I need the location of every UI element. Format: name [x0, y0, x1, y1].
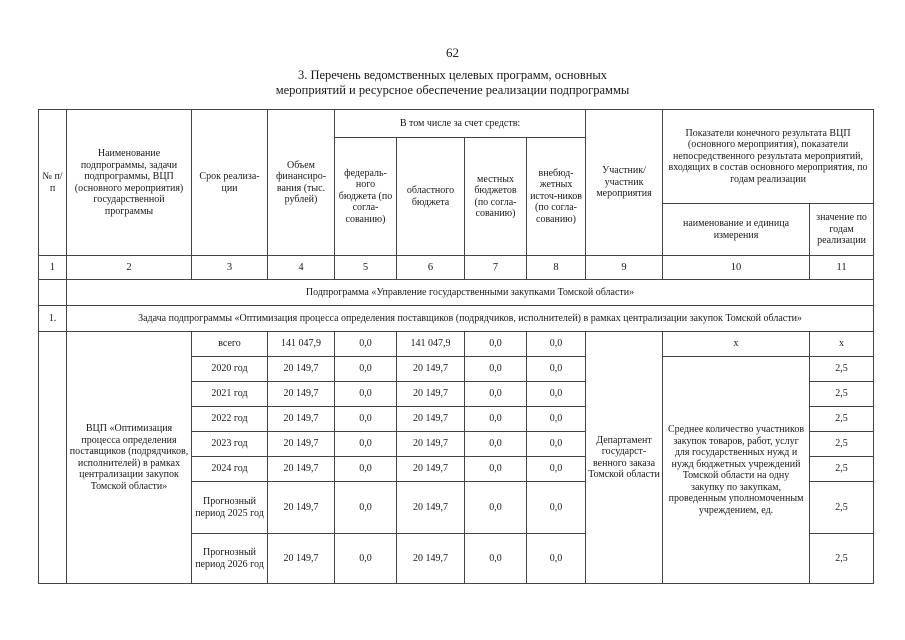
- column-number: 8: [527, 256, 586, 280]
- indicator-value-cell: 2,5: [810, 357, 874, 382]
- federal-cell: 0,0: [335, 332, 397, 357]
- header-federal: федераль-ного бюджета (по согла-сованию): [335, 138, 397, 256]
- local-cell: 0,0: [465, 407, 527, 432]
- local-cell: 0,0: [465, 432, 527, 457]
- local-cell: 0,0: [465, 534, 527, 584]
- header-participant: Участник/ участник мероприятия: [586, 110, 663, 256]
- indicator-value-cell: 2,5: [810, 457, 874, 482]
- indicator-name-cell: x: [663, 332, 810, 357]
- title-line-2: мероприятий и ресурсное обеспечение реализации подпрограммы: [275, 83, 630, 97]
- term-cell: 2024 год: [192, 457, 268, 482]
- regional-cell: 141 047,9: [397, 332, 465, 357]
- regional-cell: 20 149,7: [397, 534, 465, 584]
- column-number-row: [39, 256, 874, 280]
- volume-cell: 20 149,7: [268, 482, 335, 534]
- term-cell: всего: [192, 332, 268, 357]
- column-number: 7: [465, 256, 527, 280]
- federal-cell: 0,0: [335, 432, 397, 457]
- header-indicators: Показатели конечного результата ВЦП (основного мероприятия), показатели непосредственного результата мероприятий, входящих в состав основного мероприятия, по годам реализации: [663, 110, 874, 204]
- subprogram-num-cell: [39, 280, 67, 306]
- column-number: 2: [67, 256, 192, 280]
- header-volume: Объем финансиро-вания (тыс. рублей): [268, 110, 335, 256]
- column-number: 10: [663, 256, 810, 280]
- header-regional: областного бюджета: [397, 138, 465, 256]
- subprogram-title: Подпрограмма «Управление государственными закупками Томской области»: [67, 280, 874, 306]
- term-cell: 2022 год: [192, 407, 268, 432]
- header-num: № п/п: [39, 110, 67, 256]
- regional-cell: 20 149,7: [397, 457, 465, 482]
- column-number: 1: [39, 256, 67, 280]
- vcp-name: ВЦП «Оптимизация процесса определения поставщиков (подрядчиков, исполнителей) в рамках централизации закупок Томской области»: [67, 332, 192, 584]
- volume-cell: 20 149,7: [268, 457, 335, 482]
- column-number: 5: [335, 256, 397, 280]
- volume-cell: 20 149,7: [268, 534, 335, 584]
- local-cell: 0,0: [465, 482, 527, 534]
- federal-cell: 0,0: [335, 407, 397, 432]
- indicator-description: Среднее количество участников закупок товаров, работ, услуг для государственных нужд и нужд бюджетных учреждений Томской области на одну закупку по закупкам, проведенным уполномоченным учреждением, ед.: [663, 357, 810, 584]
- local-cell: 0,0: [465, 332, 527, 357]
- extra-cell: 0,0: [527, 457, 586, 482]
- local-cell: 0,0: [465, 382, 527, 407]
- volume-cell: 20 149,7: [268, 407, 335, 432]
- task-num: 1.: [39, 306, 67, 332]
- extra-cell: 0,0: [527, 482, 586, 534]
- column-number: 11: [810, 256, 874, 280]
- term-cell: 2023 год: [192, 432, 268, 457]
- volume-cell: 20 149,7: [268, 382, 335, 407]
- column-number: 4: [268, 256, 335, 280]
- vcp-num-cell: [39, 332, 67, 584]
- term-cell: 2021 год: [192, 382, 268, 407]
- indicator-value-cell: 2,5: [810, 432, 874, 457]
- indicator-value-cell: 2,5: [810, 482, 874, 534]
- term-cell: Прогнозный период 2025 год: [192, 482, 268, 534]
- regional-cell: 20 149,7: [397, 382, 465, 407]
- regional-cell: 20 149,7: [397, 432, 465, 457]
- term-cell: Прогнозный период 2026 год: [192, 534, 268, 584]
- header-incl: В том числе за счет средств:: [335, 110, 586, 138]
- extra-cell: 0,0: [527, 382, 586, 407]
- federal-cell: 0,0: [335, 482, 397, 534]
- participant-cell: Департамент государст-венного заказа Томской области: [586, 332, 663, 584]
- local-cell: 0,0: [465, 357, 527, 382]
- volume-cell: 20 149,7: [268, 357, 335, 382]
- indicator-value-cell: 2,5: [810, 534, 874, 584]
- header-extra: внебюд-жетных источ-ников (по согла-сованию): [527, 138, 586, 256]
- extra-cell: 0,0: [527, 534, 586, 584]
- extra-cell: 0,0: [527, 332, 586, 357]
- header-name: Наименование подпрограммы, задачи подпрограммы, ВЦП (основного мероприятия) государственной программы: [67, 110, 192, 256]
- volume-cell: 20 149,7: [268, 432, 335, 457]
- header-term: Срок реализа-ции: [192, 110, 268, 256]
- extra-cell: 0,0: [527, 407, 586, 432]
- column-number: 6: [397, 256, 465, 280]
- regional-cell: 20 149,7: [397, 357, 465, 382]
- page-title: [0, 68, 905, 98]
- task-row: [39, 306, 874, 332]
- extra-cell: 0,0: [527, 357, 586, 382]
- program-table: [38, 109, 874, 584]
- term-cell: 2020 год: [192, 357, 268, 382]
- header-indicator-value: значение по годам реализации: [810, 204, 874, 256]
- regional-cell: 20 149,7: [397, 407, 465, 432]
- federal-cell: 0,0: [335, 534, 397, 584]
- column-number: 9: [586, 256, 663, 280]
- indicator-value-cell: 2,5: [810, 407, 874, 432]
- subprogram-row: [39, 280, 874, 306]
- federal-cell: 0,0: [335, 457, 397, 482]
- header-indicator-name: наименование и единица измерения: [663, 204, 810, 256]
- column-number: 3: [192, 256, 268, 280]
- table-row: [39, 332, 874, 357]
- federal-cell: 0,0: [335, 382, 397, 407]
- indicator-value-cell: x: [810, 332, 874, 357]
- header-local: местных бюджетов (по согла-сованию): [465, 138, 527, 256]
- indicator-value-cell: 2,5: [810, 382, 874, 407]
- federal-cell: 0,0: [335, 357, 397, 382]
- title-line-1: 3. Перечень ведомственных целевых программ, основных: [297, 68, 608, 82]
- regional-cell: 20 149,7: [397, 482, 465, 534]
- page-number: 62: [446, 45, 459, 60]
- local-cell: 0,0: [465, 457, 527, 482]
- extra-cell: 0,0: [527, 432, 586, 457]
- task-title: Задача подпрограммы «Оптимизация процесса определения поставщиков (подрядчиков, исполнителей) в рамках централизации закупок Томской области»: [67, 306, 874, 332]
- volume-cell: 141 047,9: [268, 332, 335, 357]
